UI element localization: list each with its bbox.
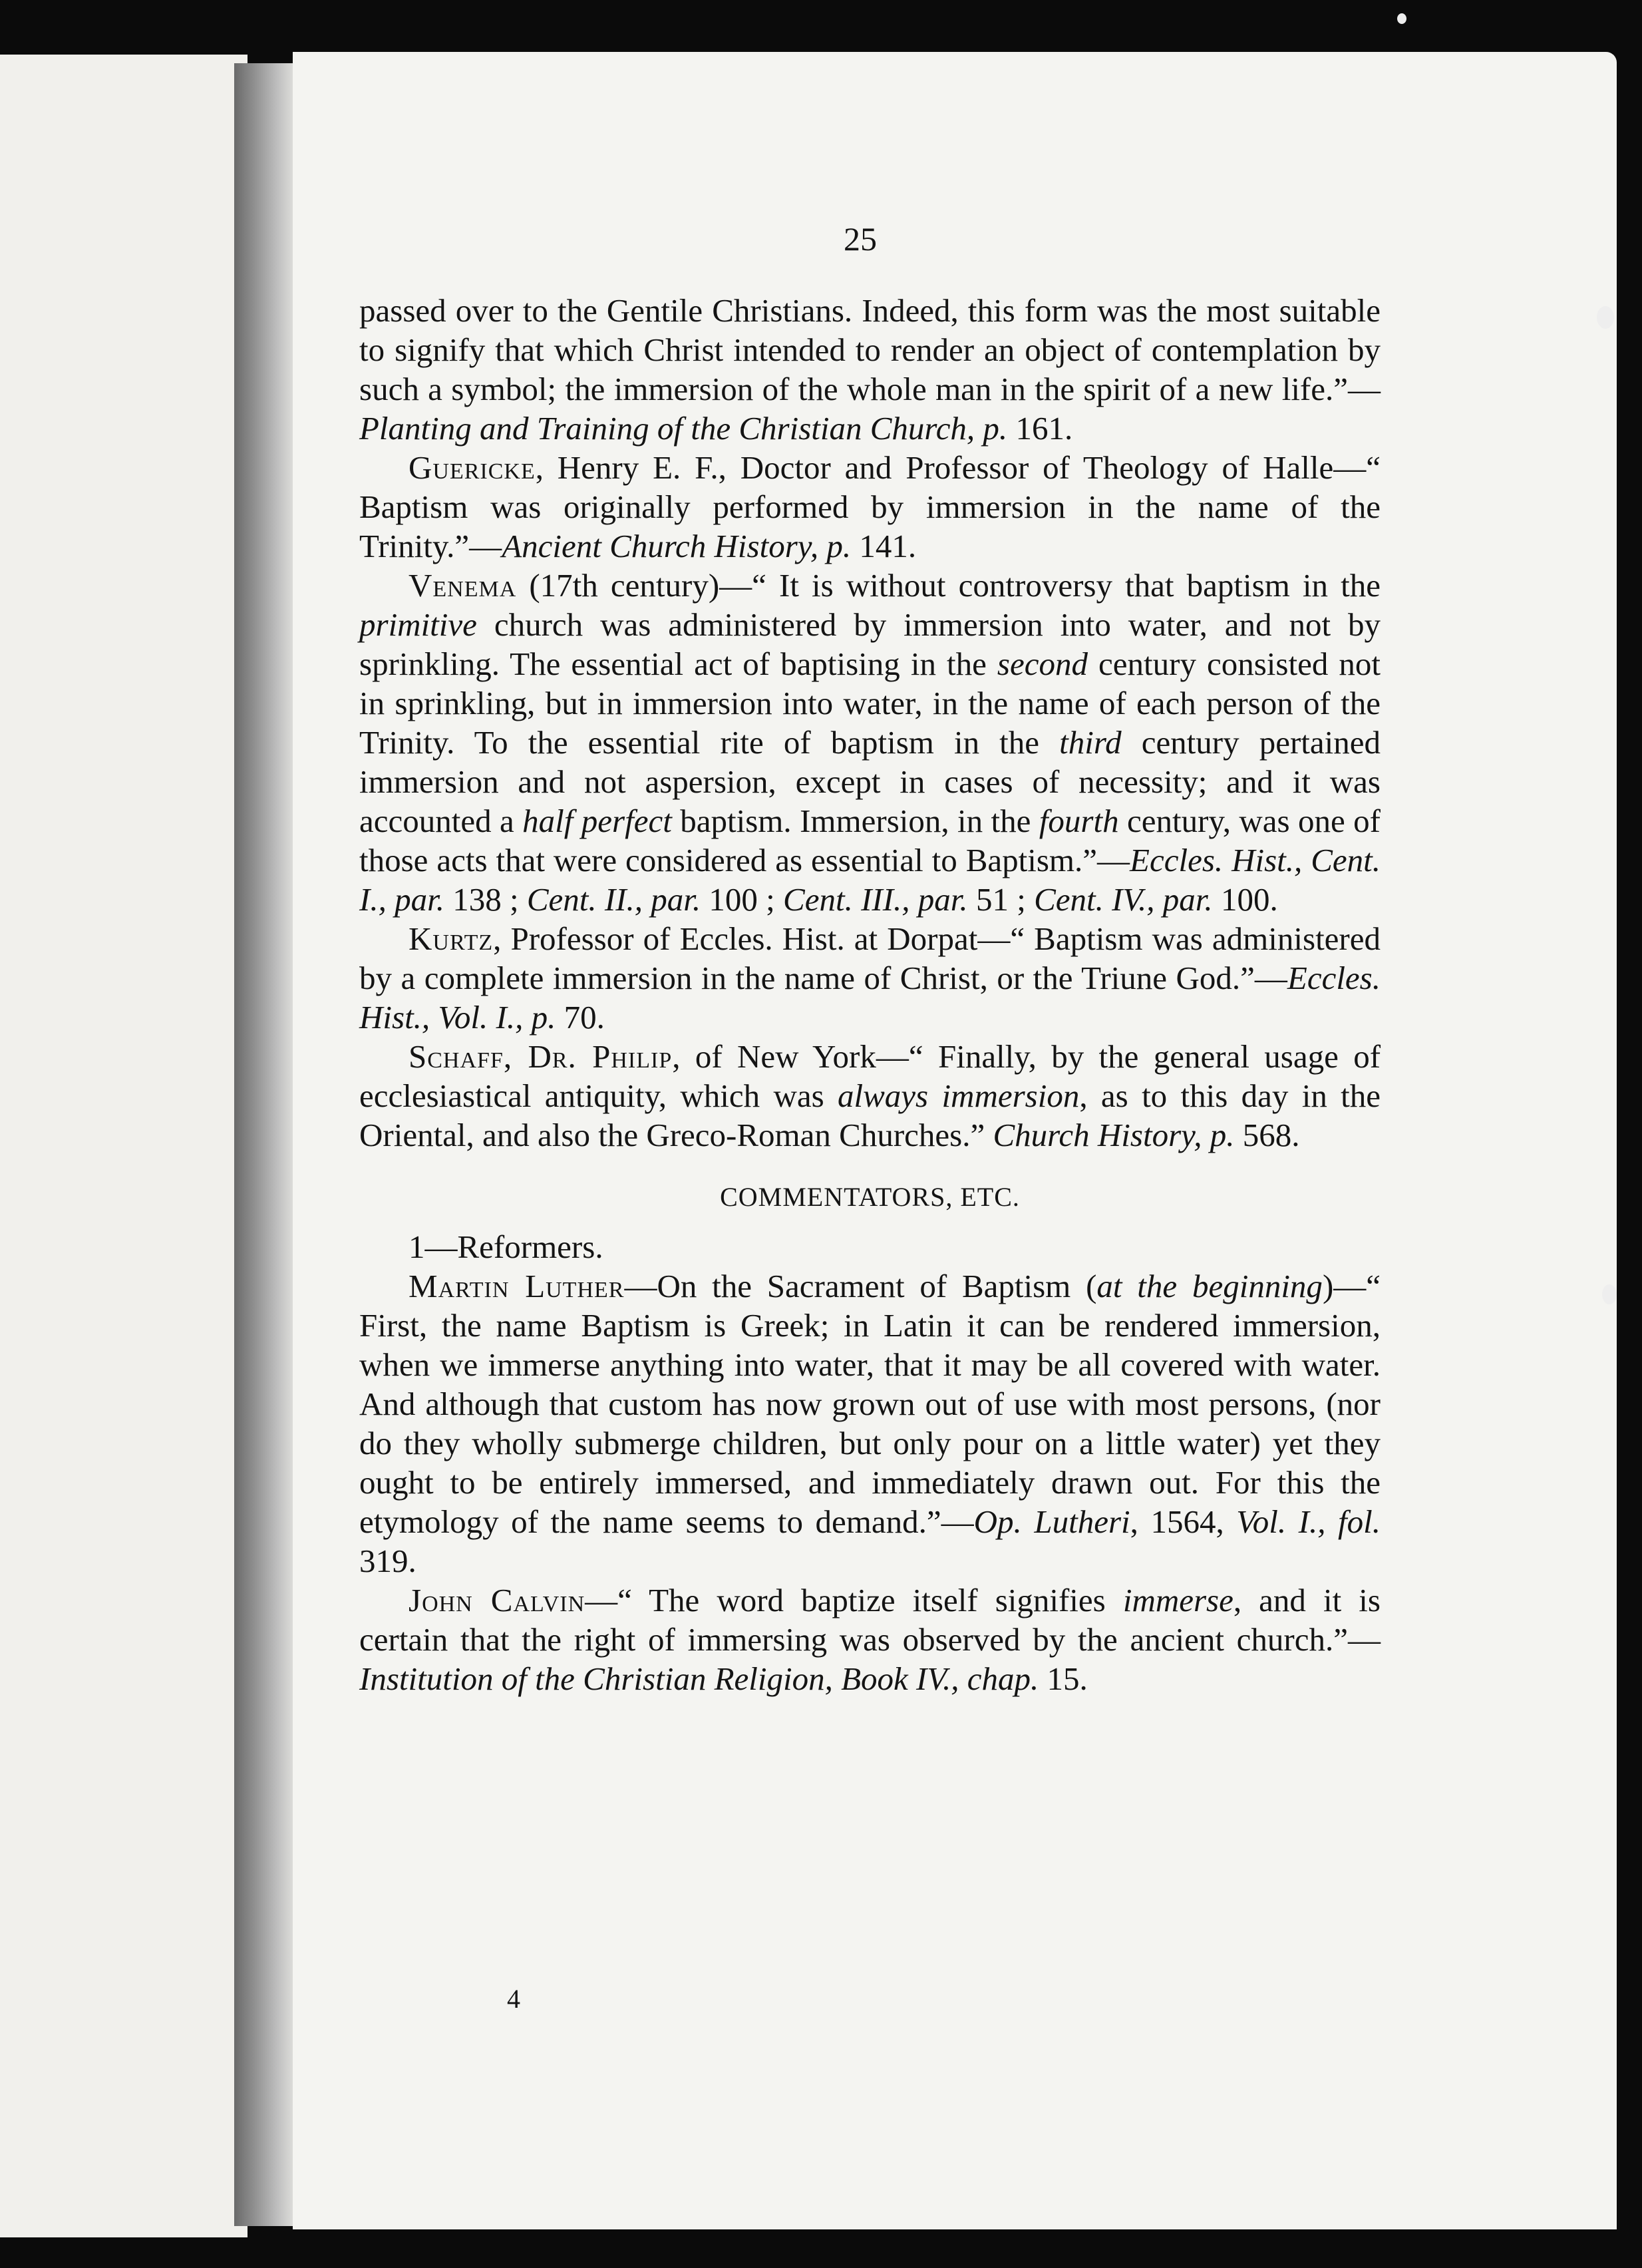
text-run: 70. (556, 999, 605, 1036)
text-run: 15. (1039, 1660, 1088, 1697)
citation-italic: Cent. IV., par. (1034, 881, 1213, 918)
text-run: 100. (1212, 881, 1278, 918)
text-run: century, was one of those acts that were considered as essential to Baptism.”— (359, 803, 1381, 878)
text-run: 100 ; (701, 881, 784, 918)
text-run: , Professor of Eccles. Hist. at Dorpat—“ Baptism was administered by a complete immersion in the name of Christ, or the Triune God.”— (359, 920, 1381, 996)
author-name: Martin Luther (409, 1268, 625, 1304)
paragraph (359, 1037, 1381, 1155)
citation-italic: half perfect (522, 803, 672, 839)
text-run: century consisted not in sprinkling, but in immersion into water, in the name of each person of the Trinity. To the essential rite of baptism in the (359, 646, 1381, 761)
paragraph (359, 919, 1381, 1037)
citation-italic: Eccles. Hist., Cent. I., par. (359, 842, 1381, 918)
text-run: baptism. Immersion, in the (671, 803, 1039, 839)
paragraph (359, 566, 1381, 919)
page-body (359, 291, 1381, 1698)
page-number: 25 (844, 220, 877, 258)
author-name: Kurtz (409, 920, 494, 957)
citation-italic: Cent. III., par. (783, 881, 968, 918)
text-run: church was administered by immersion into water, and not by sprinkling. The essential act of baptising in the (359, 606, 1381, 682)
print-speck (1597, 306, 1614, 329)
text-run: COMMENTATORS, ETC. (720, 1182, 1020, 1212)
paragraph (359, 1266, 1381, 1581)
text-run: —On the Sacrament of Baptism ( (624, 1268, 1097, 1304)
text-run: 141. (851, 528, 917, 564)
author-name: Schaff, Dr. Philip (409, 1038, 673, 1075)
paragraph (359, 1227, 1381, 1266)
citation-italic: fourth (1039, 803, 1119, 839)
citation-italic: Eccles. Hist., Vol. I., p. (359, 960, 1381, 1036)
text-run: , Henry E. F., Doctor and Professor of Theology of Halle—“ Baptism was originally performed by immersion in the name of the Trinity.”— (359, 449, 1381, 564)
citation-italic: Vol. I., fol. (1236, 1503, 1381, 1540)
citation-italic: Church History, p. (993, 1117, 1235, 1153)
print-speck (1397, 13, 1406, 24)
author-name: John Calvin (409, 1582, 585, 1618)
text-run: , of New York—“ Finally, by the general usage of ecclesiastical antiquity, which was (359, 1038, 1381, 1114)
text-run: 319. (359, 1543, 416, 1579)
text-run: —“ The word baptize itself signifies (585, 1582, 1123, 1618)
text-run: 1—Reformers. (409, 1228, 603, 1265)
citation-italic: immerse (1122, 1582, 1233, 1618)
citation-italic: Cent. II., par. (526, 881, 701, 918)
paragraph (359, 1581, 1381, 1698)
paragraph (359, 448, 1381, 566)
text-run: , and it is certain that the right of immersing was observed by the ancient church.”— (359, 1582, 1381, 1658)
text-run: century pertained immersion and not aspersion, except in cases of necessity; and it was accounted a (359, 724, 1381, 839)
citation-italic: Planting and Training of the Christian Church, p. (359, 410, 1008, 447)
text-run: 568. (1234, 1117, 1300, 1153)
text-run: 138 ; (444, 881, 527, 918)
signature-mark: 4 (507, 1984, 520, 2014)
left-page (0, 55, 247, 2237)
text-run: passed over to the Gentile Christians. Indeed, this form was the most suitable to signify that which Christ intended to render an object of contemplation by such a symbol; the immersion of the whole man in the spirit of a new life.”— (359, 292, 1381, 407)
text-run: 51 ; (967, 881, 1035, 918)
citation-italic: primitive (359, 606, 477, 643)
citation-italic: third (1059, 724, 1122, 761)
book-gutter (234, 63, 299, 2226)
section-heading (359, 1177, 1381, 1217)
author-name: Venema (409, 567, 517, 604)
citation-italic: Ancient Church History, p. (502, 528, 852, 564)
text-run: )—“ First, the name Baptism is Greek; in Latin it can be rendered immersion, when we immerse anything into water, that it may be all covered with water. And although that custom has now grown out of use with most persons, (nor do they wholly submerge children, but only pour on a little water) yet they ought to be entirely immersed, and immediately drawn out. For this the etymology of the name seems to demand.”— (359, 1268, 1381, 1540)
citation-italic: Op. Lutheri (973, 1503, 1130, 1540)
citation-italic: at the beginning (1096, 1268, 1323, 1304)
citation-italic: second (997, 646, 1088, 682)
print-speck (1602, 1284, 1617, 1304)
paragraph (359, 291, 1381, 448)
citation-italic: always immersion (838, 1077, 1080, 1114)
text-run: , as to this day in the Oriental, and also the Greco-Roman Churches.” (359, 1077, 1381, 1153)
text-run: (17th century)—“ It is without controversy that baptism in the (516, 567, 1381, 604)
text-run: 161. (1007, 410, 1073, 447)
author-name: Guericke (409, 449, 536, 486)
citation-italic: Institution of the Christian Religion, Book IV., chap. (359, 1660, 1039, 1697)
text-run: , 1564, (1130, 1503, 1237, 1540)
